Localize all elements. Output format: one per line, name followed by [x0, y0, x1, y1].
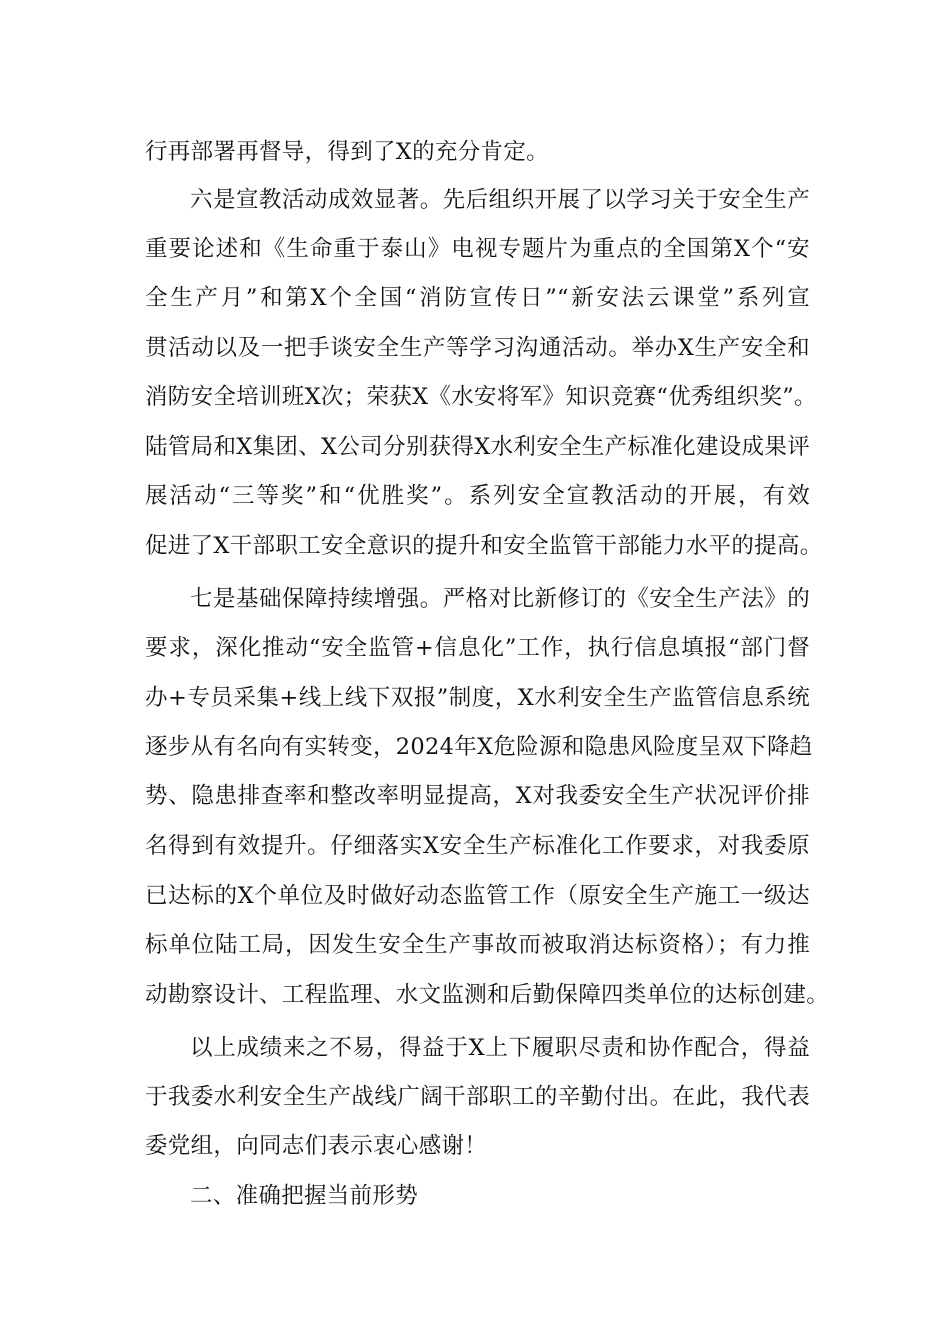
text-line: 办+专员采集+线上线下双报”制度，X水利安全生产监管信息系统 [145, 685, 810, 711]
text-line: 标单位陆工局，因发生安全生产事故而被取消达标资格）；有力推 [145, 932, 810, 958]
section-heading: 二、准确把握当前形势 [190, 1183, 419, 1209]
text-line: 消防安全培训班X次；荣获X《水安将军》知识竞赛“优秀组织奖”。 [145, 384, 817, 410]
text-line: 名得到有效提升。仔细落实X安全生产标准化工作要求，对我委原 [145, 833, 810, 859]
text-line: 已达标的X个单位及时做好动态监管工作（原安全生产施工一级达 [145, 883, 810, 909]
text-line: 陆管局和X集团、X公司分别获得X水利安全生产标准化建设成果评 [145, 434, 810, 460]
text-line: 势、隐患排查率和整改率明显提高，X对我委安全生产状况评价排 [145, 783, 810, 809]
text-line: 促进了X干部职工安全意识的提升和安全监管干部能力水平的提高。 [145, 533, 823, 559]
text-line: 展活动“三等奖”和“优胜奖”。系列安全宣教活动的开展，有效 [145, 483, 810, 509]
text-line: 重要论述和《生命重于泰山》电视专题片为重点的全国第X个“安 [145, 236, 810, 262]
text-line: 要求，深化推动“安全监管+信息化”工作，执行信息填报“部门督 [145, 635, 810, 661]
text-line: 委党组，向同志们表示衷心感谢！ [145, 1133, 488, 1159]
text-line: 行再部署再督导，得到了X的充分肯定。 [145, 139, 549, 165]
text-line: 于我委水利安全生产战线广阔干部职工的辛勤付出。在此，我代表 [145, 1084, 810, 1110]
text-line: 以上成绩来之不易，得益于X上下履职尽责和协作配合，得益 [190, 1035, 810, 1061]
text-line: 六是宣教活动成效显著。先后组织开展了以学习关于安全生产 [190, 187, 810, 213]
text-line: 逐步从有名向有实转变，2024年X危险源和隐患风险度呈双下降趋 [145, 734, 813, 760]
text-line: 动勘察设计、工程监理、水文监测和后勤保障四类单位的达标创建。 [145, 982, 830, 1008]
text-line: 全生产月”和第X个全国“消防宣传日”“新安法云课堂”系列宣 [145, 285, 810, 311]
text-line: 七是基础保障持续增强。严格对比新修订的《安全生产法》的 [190, 586, 810, 612]
text-line: 贯活动以及一把手谈安全生产等学习沟通活动。举办X生产安全和 [145, 335, 810, 361]
